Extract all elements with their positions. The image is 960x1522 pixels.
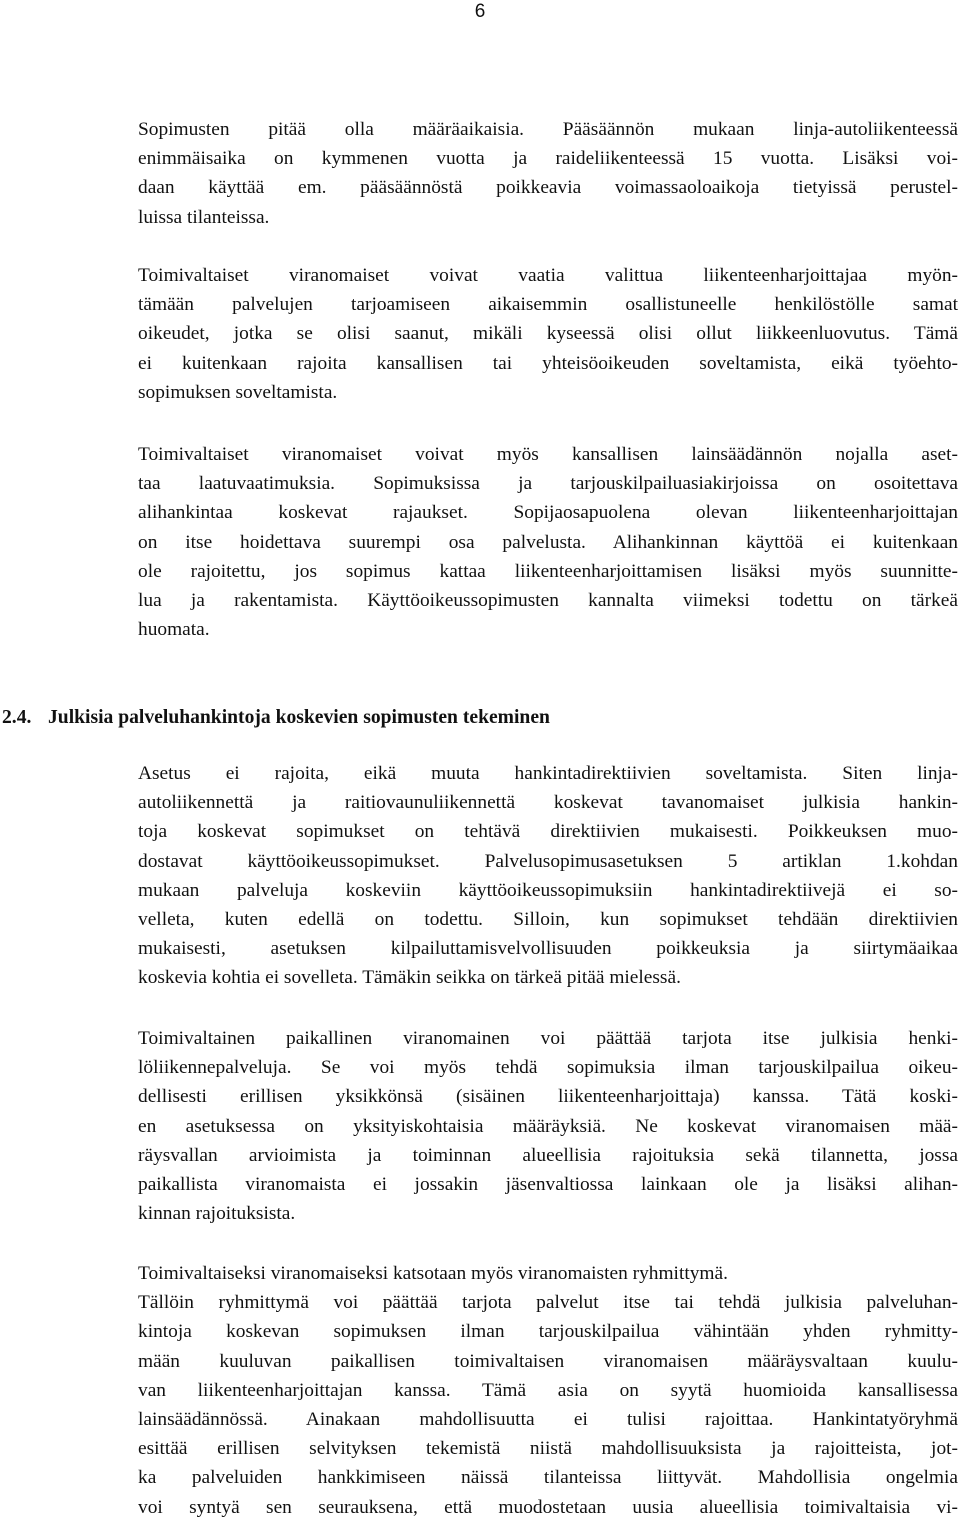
text-line: räysvallan arvioimista ja toiminnan alueellisia rajoituksia sekä tilannetta, jossa	[138, 1144, 958, 1166]
section-title: Julkisia palveluhankintoja koskevien sopimusten tekeminen	[48, 707, 550, 728]
text-line: Toimivaltainen paikallinen viranomainen voi päättää tarjota itse julkisia henki-	[138, 1028, 958, 1049]
text-line: ole rajoitettu, jos sopimus kattaa liikenteenharjoittamisen lisäksi myös suunnitte-	[138, 560, 958, 582]
text-line: paikallista viranomaista ei jossakin jäsenvaltiossa lainkaan ole ja lisäksi alihan-	[138, 1173, 958, 1195]
text-line: dellisesti erillisen yksikkönsä (sisäinen liikenteenharjoittaja) kanssa. Tätä koski-	[138, 1086, 958, 1108]
text-line: lua ja rakentamista. Käyttöoikeussopimusten kannalta viimeksi todettu on tärkeä	[138, 589, 958, 611]
paragraph-procurement-directives	[138, 759, 958, 993]
text-line: lainsäädännössä. Ainakaan mahdollisuutta ei tulisi rajoittaa. Hankintatyöryhmä	[138, 1408, 958, 1430]
text-line: Tällöin ryhmittymä voi päättää tarjota palvelut itse tai tehdä julkisia palveluhan-	[138, 1292, 958, 1314]
text-line: ei kuitenkaan rajoita kansallisen tai yhteisöoikeuden soveltamista, eikä työehto-	[138, 352, 958, 374]
text-line: mukaan palveluja koskeviin käyttöoikeussopimuksiin hankintadirektiivejä ei so-	[138, 879, 958, 901]
text-line: kintoja koskevan sopimuksen ilman tarjouskilpailua vähintään yhden ryhmitty-	[138, 1321, 958, 1343]
section-number: 2.4.	[2, 707, 32, 728]
text-line: daan käyttää em. pääsäännöstä poikkeavia voimassaoloaikoja tietyissä perustel-	[138, 177, 958, 199]
text-line: toja koskevat sopimukset on tehtävä direktiivien mukaisesti. Poikkeuksen muo-	[138, 821, 958, 843]
text-line: esittää erillisen selvityksen tekemistä niistä mahdollisuuksista ja rajoitteista, jot-	[138, 1438, 958, 1460]
text-line: luissa tilanteissa.	[138, 206, 270, 228]
text-line: on itse hoidettava suurempi osa palvelusta. Alihankinnan käyttöä ei kuitenkaan	[138, 531, 958, 553]
paragraph-contract-duration	[138, 115, 958, 232]
text-line: tämään palvelujen tarjoamiseen aikaisemmin osallistuneelle henkilöstölle samat	[138, 294, 958, 316]
text-line: koskevia kohtia ei sovelleta. Tämäkin seikka on tärkeä pitää mielessä.	[138, 967, 681, 989]
text-line: kinnan rajoituksista.	[138, 1203, 296, 1225]
text-line: Asetus ei rajoita, eikä muuta hankintadirektiivien soveltamista. Siten linja-	[138, 763, 958, 784]
text-line: Toimivaltaiset viranomaiset voivat myös kansallisen lainsäädännön nojalla aset-	[138, 444, 958, 465]
text-line: Sopimusten pitää olla määräaikaisia. Pääsäännön mukaan linja-autoliikenteessä	[138, 119, 958, 140]
text-line: mään kuuluvan paikallisen toimivaltaisen viranomaisen määräysvaltaan kuulu-	[138, 1350, 958, 1372]
text-line: dostavat käyttöoikeussopimukset. Palvelusopimusasetuksen 5 artiklan 1.kohdan	[138, 850, 958, 872]
text-line: velleta, kuten edellä on todettu. Silloin, kun sopimukset tehdään direktiivien	[138, 908, 958, 930]
text-line: voi syntyä sen seurauksena, että muodostetaan uusia alueellisia toimivaltaisia vi-	[138, 1496, 958, 1518]
page-number: 6	[474, 1, 486, 22]
text-line: Toimivaltaiset viranomaiset voivat vaatia valittua liikenteenharjoittajaa myön-	[138, 265, 958, 286]
text-line: en asetuksessa on yksityiskohtaisia määräyksiä. Ne koskevat viranomaisen mää-	[138, 1115, 958, 1137]
paragraph-staff-rights	[138, 261, 958, 407]
paragraph-quality-requirements	[138, 440, 958, 644]
text-line: löliikennepalveluja. Se voi myös tehdä sopimuksia ilman tarjouskilpailua oikeu-	[138, 1057, 958, 1079]
text-line: huomata.	[138, 619, 210, 641]
text-line: taa laatuvaatimuksia. Sopimuksissa ja tarjouskilpailuasiakirjoissa on osoitettava	[138, 473, 958, 495]
text-line: Toimivaltaiseksi viranomaiseksi katsotaan myös viranomaisten ryhmittymä.	[138, 1263, 728, 1284]
text-line: van liikenteenharjoittajan kanssa. Tämä asia on syytä huomioida kansallisessa	[138, 1379, 958, 1401]
paragraph-local-authority	[138, 1024, 958, 1228]
text-line: sopimuksen soveltamista.	[138, 381, 338, 403]
text-line: enimmäisaika on kymmenen vuotta ja raideliikenteessä 15 vuotta. Lisäksi voi-	[138, 148, 958, 170]
paragraph-authority-groups	[138, 1259, 958, 1522]
text-line: alihankintaa koskevat rajaukset. Sopijaosapuolena olevan liikenteenharjoittajan	[138, 502, 958, 524]
text-line: ka palveluiden hankkimiseen näissä tilanteissa liittyvät. Mahdollisia ongelmia	[138, 1467, 958, 1489]
text-line: autoliikennettä ja raitiovaunuliikennettä koskevat tavanomaiset julkisia hankin-	[138, 792, 958, 814]
text-line: oikeudet, jotka se olisi saanut, mikäli kyseessä olisi ollut liikkeenluovutus. Tämä	[138, 323, 958, 345]
text-line: mukaisesti, asetuksen kilpailuttamisvelvollisuuden poikkeuksia ja siirtymäaikaa	[138, 938, 958, 960]
